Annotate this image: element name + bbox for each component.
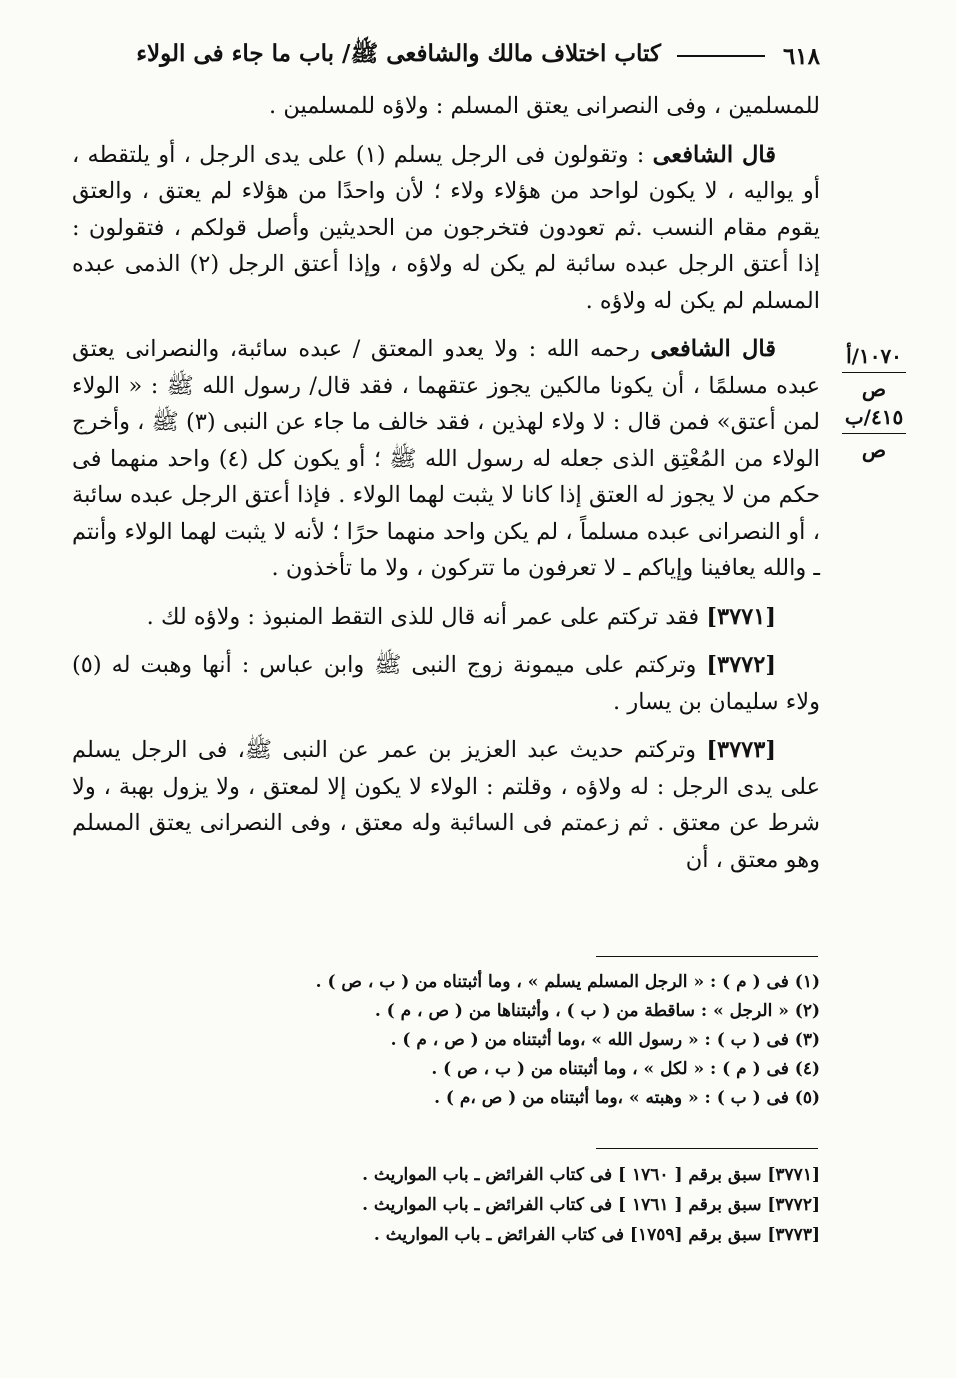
marginal-siglum: ص [861,438,887,462]
paragraph-text: وتركتم على ميمونة زوج النبى ﷺ وابن عباس : أنها وهبت له (٥) ولاء سليمان بن يسار . [72,652,820,715]
hadith-number: [٣٧٧٣] [706,737,776,763]
paragraph [72,599,820,636]
cross-reference: [٣٧٧٣] سبق برقم [١٧٥٩] فى كتاب الفرائض ـ باب المواريث . [373,1225,820,1245]
paragraph [72,88,820,125]
cross-reference: [٣٧٧٢] سبق برقم [ ١٧٦١ ] فى كتاب الفرائض ـ باب المواريث . [362,1195,820,1215]
hadith-number: [٣٧٧١] [706,603,776,630]
footnotes [300,968,820,1113]
paragraph [72,137,820,320]
footnote: (١) فى ( م ) : « الرجل المسلم يسلم » ، وما أثبتناه من ( ب ، ص ) . [315,972,820,992]
running-header [72,36,820,76]
footnote: (٤) فى ( م ) : « لكل » ، وما أثبتناه من ( ب ، ص ) . [431,1059,820,1079]
main-text [72,88,820,890]
marginal-rule [842,372,906,373]
speaker-label: قال الشافعى [652,141,776,168]
page-number: ٦١٨ [782,42,820,70]
speaker-label: قال الشافعى [650,336,776,362]
footnote: (٢) « الرجل » : ساقطة من ( ب ) ، وأثبتناها من ( ص ، م ) . [374,1001,820,1021]
marginal-siglum: ص [861,377,887,401]
manuscript-marginal-notes [838,342,910,464]
marginal-folio: ٤١٥/ب [844,405,904,429]
paragraph [72,732,820,878]
cross-references [300,1160,820,1250]
paragraph-text: للمسلمين ، وفى النصرانى يعتق المسلم : ولاؤه للمسلمين . [269,93,820,119]
cross-reference: [٣٧٧١] سبق برقم [ ١٧٦٠ ] فى كتاب الفرائض ـ باب المواريث . [362,1165,820,1185]
running-title: كتاب اختلاف مالك والشافعى ﷺ/ باب ما جاء فى الولاء [136,40,661,67]
paragraph-text: فقد تركتم على عمر أنه قال للذى التقط المنبوذ : ولاؤه لك . [146,603,700,630]
footnote-rule [596,956,818,957]
paragraph [72,331,820,587]
paragraph [72,647,820,720]
header-rule [677,55,765,57]
footnote: (٣) فى ( ب ) : « رسول الله » ،وما أثبتناه من ( ص ، م ) . [390,1030,820,1050]
marginal-rule [842,433,906,434]
references-rule [596,1148,818,1149]
footnote: (٥) فى ( ب ) : « وهبته » ،وما أثبتناه من ( ص ،م ) . [434,1088,820,1108]
hadith-number: [٣٧٧٢] [706,652,776,678]
marginal-folio: ١٠٧٠/أ [846,344,902,368]
paragraph-text: رحمه الله : ولا يعدو المعتق / عبده سائبة، والنصرانى يعتق عبده مسلمًا ، أن يكونا مالكين يجوز عتقهما ، فقد قال/ رسول الله ﷺ : « الولاء لمن أعتق» فمن قال : لا ولاء لهذين ، فقد خالف ما جاء عن النبى (٣) ﷺ ، وأخرج الولاء من المُعْتِق الذى جعله له رسول الله ﷺ ؛ أو يكون كل (٤) واحد منهما فى حكم من لا يجوز له العتق إذا كانا لا يثبت لهما الولاء . فإذا أعتق الرجل عبده سائبة ، أو النصرانى عبده مسلماً ، لم يكن واحد منهما حرًا ؛ لأنه لا يثبت لهما الولاء وأنتم ـ والله يعافينا وإياكم ـ لا تعرفون ما تتركون ، ولا ما تأخذون . [72,336,820,581]
paragraph-text: وتركتم حديث عبد العزيز بن عمر عن النبى ﷺ، فى الرجل يسلم على يدى الرجل : له ولاؤه ، وقلتم : الولاء لا يكون إلا لمعتق ، ولا يزول بهبة ، ولا شرط عن معتق . ثم زعمتم فى السائبة وله معتق ، وفى النصرانى يعتق المسلم وهو معتق ، أن [72,737,820,873]
paragraph-text: : وتقولون فى الرجل يسلم (١) على يدى الرجل ، أو يلتقطه ، أو يواليه ، لا يكون لواحد من هؤلاء ولاء ؛ لأن واحدًا من هؤلاء لم يعتق ، والعتق يقوم مقام النسب .ثم تعودون فتخرجون من الحديثين وأصل قولكم ، فتقولون : إذا أعتق الرجل عبده سائبة لم يكن له ولاؤه ، وإذا أعتق الرجل (٢) الذمى عبده المسلم لم يكن له ولاؤه . [72,141,820,314]
